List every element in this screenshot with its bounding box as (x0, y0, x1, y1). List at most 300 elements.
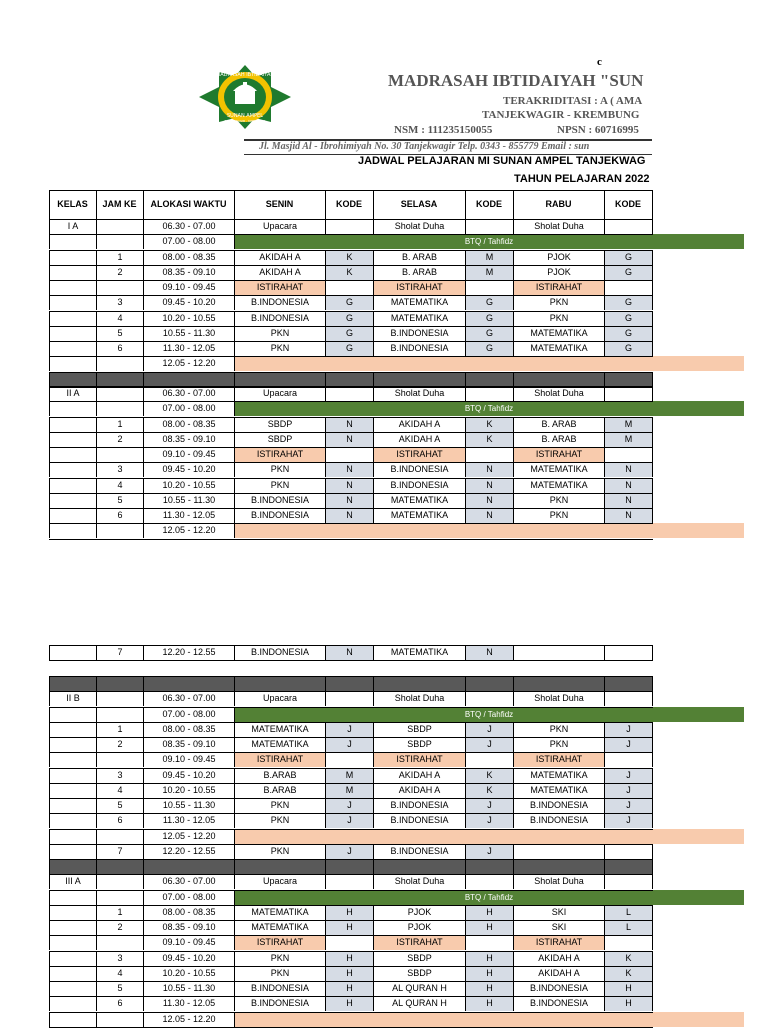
grid-line (325, 372, 326, 387)
grid-line (373, 966, 374, 981)
grid-line (49, 966, 653, 967)
time-cell: 07.00 - 08.00 (162, 892, 216, 902)
grid-line (604, 768, 605, 783)
grid-line (465, 386, 466, 401)
grid-line (513, 966, 514, 981)
grid-line (465, 966, 466, 981)
grid-line (143, 401, 144, 416)
senin-cell: MATEMATIKA (251, 724, 309, 734)
jam-ke-cell: 6 (117, 998, 123, 1008)
grid-line (234, 996, 235, 1011)
rabu-cell: B.INDONESIA (529, 983, 588, 993)
senin-kode-cell: N (326, 645, 373, 660)
jam-ke-cell: 1 (117, 724, 123, 734)
grid-line (49, 462, 50, 477)
rabu-cell: MATEMATIKA (530, 785, 588, 795)
grid-line (143, 508, 144, 523)
grid-line (49, 190, 50, 219)
grid-line (234, 935, 235, 950)
rabu-cell: B. ARAB (541, 434, 577, 444)
title-line1: JADWAL PELAJARAN MI SUNAN AMPEL TANJEKWAG (358, 155, 646, 167)
grid-line (49, 645, 653, 646)
grid-line (325, 645, 326, 660)
grid-line (49, 250, 50, 265)
senin-cell: AKIDAH A (259, 267, 301, 277)
grid-line (143, 432, 144, 447)
grid-line (652, 372, 653, 387)
kode-cell (326, 280, 373, 295)
column-header-alokasi-waktu: ALOKASI WAKTU (150, 199, 227, 209)
grid-line (96, 478, 97, 493)
grid-line (49, 752, 653, 753)
senin-kode-cell (326, 691, 373, 706)
grid-line (143, 829, 144, 844)
selasa-kode-cell: M (466, 265, 513, 280)
kelas-cell (50, 798, 96, 813)
grid-line (604, 737, 605, 752)
grid-line (49, 798, 653, 799)
grid-line (49, 493, 653, 494)
grid-line (234, 295, 235, 310)
grid-line (234, 523, 235, 538)
selasa-kode-cell: M (466, 250, 513, 265)
grid-line (373, 737, 374, 752)
grid-line (513, 341, 514, 356)
rabu-cell: PKN (549, 724, 569, 734)
grid-line (513, 691, 514, 706)
grid-line (96, 326, 97, 341)
senin-kode-cell: H (326, 951, 373, 966)
time-cell: 10.20 - 10.55 (162, 313, 216, 323)
grid-line (604, 691, 605, 706)
grid-line (513, 493, 514, 508)
jam-ke-cell: 6 (117, 343, 123, 353)
grid-line (143, 996, 144, 1011)
nsm: NSM : 111235150055 (394, 124, 493, 136)
grid-line (652, 691, 653, 706)
kode-cell (466, 280, 513, 295)
grid-line (652, 462, 653, 477)
selasa-cell: B.INDONESIA (390, 328, 449, 338)
grid-line (49, 295, 653, 296)
senin-kode-cell (326, 219, 373, 234)
grid-line (49, 265, 653, 266)
grid-line (143, 417, 144, 432)
grid-line (96, 737, 97, 752)
senin-kode-cell (326, 386, 373, 401)
grid-line (234, 190, 235, 219)
rabu-kode-cell: J (605, 813, 652, 828)
grid-line (96, 295, 97, 310)
selasa-kode-cell: G (466, 326, 513, 341)
grid-line (234, 372, 235, 387)
grid-line (604, 462, 605, 477)
rabu-cell: Sholat Duha (534, 388, 584, 398)
kode-cell (466, 935, 513, 950)
grid-line (652, 813, 653, 828)
grid-line (49, 859, 653, 860)
senin-kode-cell: G (326, 341, 373, 356)
grid-line (49, 951, 653, 952)
rabu-kode-cell (605, 691, 652, 706)
grid-line (652, 752, 653, 767)
logo-text-bottom: SUNAN AMPEL (226, 113, 264, 119)
grid-line (465, 981, 466, 996)
grid-line (143, 890, 144, 905)
grid-line (49, 707, 50, 722)
selasa-kode-cell (466, 386, 513, 401)
grid-line (96, 523, 97, 538)
grid-line (49, 311, 50, 326)
grid-line (325, 508, 326, 523)
rabu-kode-cell: J (605, 783, 652, 798)
grid-line (49, 752, 50, 767)
grid-line (373, 295, 374, 310)
kode-cell (605, 935, 652, 950)
grid-line (604, 219, 605, 234)
grid-line (325, 783, 326, 798)
rabu-kode-cell: G (605, 341, 652, 356)
grid-line (604, 676, 605, 691)
time-cell: 08.00 - 08.35 (162, 252, 216, 262)
grid-line (465, 859, 466, 874)
grid-line (373, 981, 374, 996)
jam-ke-cell: 5 (117, 495, 123, 505)
grid-line (325, 478, 326, 493)
grid-line (465, 645, 466, 660)
rabu-kode-cell: K (605, 951, 652, 966)
grid-line (49, 920, 50, 935)
column-header-jam-ke: JAM KE (102, 199, 137, 209)
grid-line (513, 722, 514, 737)
grid-line (465, 462, 466, 477)
rabu-cell: B. ARAB (541, 419, 577, 429)
grid-line (143, 722, 144, 737)
senin-kode-cell: J (326, 798, 373, 813)
grid-line (96, 829, 97, 844)
grid-line (373, 372, 374, 387)
kelas-cell (50, 341, 96, 356)
grid-line (96, 920, 97, 935)
grid-line (143, 1012, 144, 1027)
time-cell: 06.30 - 07.00 (162, 221, 216, 231)
grid-line (325, 417, 326, 432)
selasa-cell: B.INDONESIA (390, 464, 449, 474)
grid-line (604, 966, 605, 981)
grid-line (373, 341, 374, 356)
senin-cell: B.INDONESIA (250, 510, 309, 520)
rabu-kode-cell: G (605, 326, 652, 341)
grid-line (49, 996, 50, 1011)
grid-line (234, 462, 235, 477)
rabu-cell: MATEMATIKA (530, 343, 588, 353)
senin-kode-cell: J (326, 813, 373, 828)
senin-cell: PKN (270, 328, 290, 338)
grid-line (143, 280, 144, 295)
grid-line (652, 737, 653, 752)
kelas-cell (50, 920, 96, 935)
istirahat-cell: ISTIRAHAT (514, 280, 604, 295)
senin-kode-cell (326, 874, 373, 889)
grid-line (325, 386, 326, 401)
senin-cell: PKN (270, 815, 290, 825)
grid-line (143, 951, 144, 966)
grid-line (49, 432, 653, 433)
grid-line (604, 478, 605, 493)
rabu-kode-cell: K (605, 966, 652, 981)
grid-line (604, 341, 605, 356)
grid-line (143, 295, 144, 310)
selasa-kode-cell: K (466, 417, 513, 432)
senin-kode-cell: N (326, 462, 373, 477)
grid-line (652, 386, 653, 401)
selasa-kode-cell: J (466, 813, 513, 828)
grid-line (143, 752, 144, 767)
rabu-kode-cell: N (605, 462, 652, 477)
kelas-cell (50, 813, 96, 828)
grid-line (49, 190, 653, 191)
senin-kode-cell: G (326, 295, 373, 310)
grid-line (143, 493, 144, 508)
grid-line (96, 676, 97, 691)
jam-ke-cell: 2 (117, 434, 123, 444)
grid-line (604, 265, 605, 280)
grid-line (49, 508, 653, 509)
grid-line (49, 707, 653, 708)
grid-line (96, 190, 97, 219)
grid-line (96, 707, 97, 722)
time-cell: 12.05 - 12.20 (162, 1014, 216, 1024)
grid-line (234, 645, 235, 660)
grid-line (604, 874, 605, 889)
grid-line (465, 280, 466, 295)
senin-cell: B.INDONESIA (250, 647, 309, 657)
selasa-cell: Sholat Duha (394, 693, 445, 703)
grid-line (96, 951, 97, 966)
column-header-rabu: RABU (545, 199, 572, 209)
grid-line (143, 478, 144, 493)
grid-line (373, 478, 374, 493)
selasa-kode-cell (466, 874, 513, 889)
grid-line (652, 250, 653, 265)
time-cell: 06.30 - 07.00 (162, 388, 216, 398)
grid-line (49, 844, 653, 845)
kelas-cell (50, 295, 96, 310)
grid-line (49, 341, 50, 356)
grid-line (49, 401, 50, 416)
kelas-cell (50, 905, 96, 920)
grid-line (49, 676, 50, 691)
kelas-cell (50, 326, 96, 341)
grid-line (513, 417, 514, 432)
senin-kode-cell: H (326, 996, 373, 1011)
senin-kode-cell: N (326, 417, 373, 432)
selasa-kode-cell: H (466, 996, 513, 1011)
jam-ke-cell (97, 691, 143, 706)
time-cell: 10.20 - 10.55 (162, 785, 216, 795)
grid-line (652, 311, 653, 326)
grid-line (234, 752, 235, 767)
selasa-cell: AL QURAN H (392, 983, 447, 993)
selasa-cell: SBDP (407, 724, 432, 734)
selasa-cell: SBDP (407, 739, 432, 749)
grid-line (325, 265, 326, 280)
grid-line (373, 645, 374, 660)
grid-line (465, 190, 466, 219)
accreditation: TERAKRIDITASI : A ( AMA (503, 95, 643, 107)
grid-line (652, 326, 653, 341)
grid-line (465, 935, 466, 950)
grid-line (373, 996, 374, 1011)
grid-line (325, 219, 326, 234)
grid-line (513, 676, 514, 691)
grid-line (234, 447, 235, 462)
jam-ke-cell: 4 (117, 968, 123, 978)
grid-line (234, 508, 235, 523)
selasa-cell: MATEMATIKA (390, 495, 449, 505)
selasa-kode-cell: N (466, 645, 513, 660)
kelas-cell (50, 783, 96, 798)
kelas-cell (50, 951, 96, 966)
time-cell: 10.55 - 11.30 (162, 800, 216, 810)
rabu-kode-cell (605, 645, 652, 660)
time-cell: 10.55 - 11.30 (162, 495, 216, 505)
selasa-cell: MATEMATIKA (390, 313, 449, 323)
grid-line (373, 859, 374, 874)
selasa-kode-cell: N (466, 478, 513, 493)
jam-ke-cell: 1 (117, 252, 123, 262)
column-header-kelas: KELAS (57, 199, 88, 209)
btq-tahfidz-band: BTQ / Tahfidz (234, 707, 744, 722)
grid-line (49, 813, 653, 814)
break-band (234, 523, 744, 538)
grid-line (49, 356, 50, 371)
grid-line (96, 447, 97, 462)
time-cell: 12.20 - 12.55 (162, 647, 216, 657)
senin-kode-cell: G (326, 311, 373, 326)
grid-line (49, 219, 50, 234)
kode-cell (326, 752, 373, 767)
grid-line (373, 768, 374, 783)
rabu-kode-cell: N (605, 508, 652, 523)
selasa-kode-cell: G (466, 311, 513, 326)
grid-line (513, 844, 514, 859)
time-cell: 09.45 - 10.20 (162, 953, 216, 963)
rabu-cell: PKN (549, 297, 569, 307)
title-line2: TAHUN PELAJARAN 2022 (514, 173, 650, 185)
grid-line (143, 219, 144, 234)
grid-line (234, 691, 235, 706)
grid-line (513, 265, 514, 280)
selasa-kode-cell: H (466, 951, 513, 966)
grid-line (325, 722, 326, 737)
grid-line (49, 417, 653, 418)
grid-line (325, 190, 326, 219)
rabu-cell: PKN (549, 313, 569, 323)
grid-line (513, 981, 514, 996)
grid-line (373, 326, 374, 341)
time-cell: 06.30 - 07.00 (162, 693, 216, 703)
grid-line (652, 722, 653, 737)
jam-ke-cell: 1 (117, 907, 123, 917)
grid-line (49, 386, 50, 401)
grid-line (96, 372, 97, 387)
rabu-kode-cell: J (605, 722, 652, 737)
grid-line (652, 676, 653, 691)
grid-line (49, 432, 50, 447)
grid-line (465, 996, 466, 1011)
grid-line (373, 250, 374, 265)
istirahat-cell: ISTIRAHAT (514, 752, 604, 767)
grid-line (49, 1012, 653, 1013)
grid-line (96, 996, 97, 1011)
selasa-cell: B.INDONESIA (390, 846, 449, 856)
time-cell: 10.20 - 10.55 (162, 968, 216, 978)
grid-line (143, 874, 144, 889)
rabu-cell: Sholat Duha (534, 221, 584, 231)
grid-line (465, 737, 466, 752)
istirahat-cell: ISTIRAHAT (514, 935, 604, 950)
selasa-kode-cell: H (466, 966, 513, 981)
senin-cell: SBDP (267, 419, 293, 429)
grid-line (325, 768, 326, 783)
grid-line (325, 280, 326, 295)
senin-cell: PKN (270, 480, 290, 490)
grid-line (96, 1012, 97, 1027)
grid-line (49, 645, 50, 660)
grid-line (234, 386, 235, 401)
kelas-cell (50, 311, 96, 326)
rabu-kode-cell: J (605, 737, 652, 752)
time-cell: 11.30 - 12.05 (162, 510, 216, 520)
selasa-kode-cell: G (466, 341, 513, 356)
jam-ke-cell: 5 (117, 983, 123, 993)
grid-line (604, 417, 605, 432)
jam-ke-cell: 7 (117, 846, 123, 856)
grid-line (465, 372, 466, 387)
grid-line (49, 219, 653, 220)
grid-line (96, 691, 97, 706)
rabu-cell: MATEMATIKA (530, 770, 588, 780)
grid-line (373, 798, 374, 813)
grid-line (513, 935, 514, 950)
grid-line (143, 386, 144, 401)
istirahat-cell: ISTIRAHAT (235, 280, 325, 295)
rabu-cell: SKI (551, 907, 567, 917)
senin-cell: B.INDONESIA (250, 495, 309, 505)
grid-line (234, 844, 235, 859)
grid-line (49, 417, 50, 432)
selasa-cell: SBDP (407, 968, 432, 978)
grid-line (513, 798, 514, 813)
grid-line (652, 417, 653, 432)
kode-cell (605, 752, 652, 767)
grid-line (49, 890, 50, 905)
senin-cell: PKN (270, 953, 290, 963)
senin-kode-cell: G (326, 326, 373, 341)
grid-line (49, 401, 653, 402)
grid-line (234, 234, 235, 249)
kelas-cell (50, 250, 96, 265)
senin-cell: Upacara (262, 221, 298, 231)
rabu-cell: MATEMATIKA (530, 328, 588, 338)
jam-ke-cell: 3 (117, 953, 123, 963)
grid-line (49, 783, 653, 784)
rabu-cell: PKN (549, 739, 569, 749)
selasa-cell: PJOK (407, 922, 432, 932)
rabu-cell: SKI (551, 922, 567, 932)
top-mark: c (597, 56, 602, 68)
